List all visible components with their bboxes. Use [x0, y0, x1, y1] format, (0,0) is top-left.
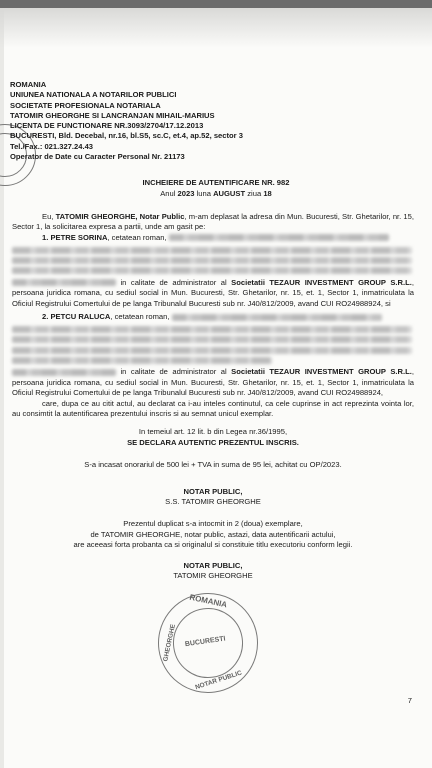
header-license: LICENTA DE FUNCTIONARE NR.3093/2704/17.12.2013: [10, 121, 204, 131]
declared-authentic: SE DECLARA AUTENTIC PREZENTUL INSCRIS.: [127, 437, 299, 447]
party-2: [12, 312, 414, 322]
duplicate-line-3: are aceeasi forta probanta ca si originalul si constituie titlu executoriu conform legii.: [73, 540, 353, 550]
party-2-company: Societatii TEZAUR INVESTMENT GROUP S.R.L.: [231, 367, 412, 377]
notary-seal: [152, 587, 265, 700]
intro-paragraph: [12, 212, 414, 233]
document-title: [0, 178, 432, 199]
redacted-text: [12, 369, 116, 376]
document-page: [0, 8, 432, 768]
redacted-line: [12, 347, 412, 354]
party-1: [12, 233, 414, 243]
seal-left-text: GHEORGHE: [162, 623, 177, 663]
redacted-line: [12, 336, 412, 343]
notary-header: [10, 80, 340, 162]
party-1-role-b: , persoana juridica romana, cu sediul social in Mun. Bucuresti, Str. Ghetarilor, nr. 15, et. 1, Sector 1, inmatriculata la Oficiul Registrului Comertului de pe langa Tribunalul Bucuresti sub nr. J40/812/2009, avand CUI RO24988924, si: [12, 277, 414, 308]
year: 2023: [177, 188, 195, 198]
party-1-role: [12, 278, 414, 309]
redacted-text: [169, 234, 389, 241]
fee-paid: S-a incasat onorariul de 500 lei + TVA in suma de 95 lei, achitat cu OP/2023.: [84, 460, 342, 470]
consent-paragraph: care, dupa ce au citit actul, au declarat ca i-au inteles continutul, ca cele cuprinse in act reprezinta vointa lor, au consimtit la autentificarea prezentului inscris si au semnat unicul exemplar.: [12, 398, 414, 418]
redacted-text: [172, 314, 382, 321]
legal-basis: In temeiul art. 12 lit. b din Legea nr.36/1995,: [138, 427, 288, 437]
signature2-title: NOTAR PUBLIC,: [183, 560, 243, 570]
duplicate-line-1: Prezentul duplicat s-a intocmit in 2 (doua) exemplare,: [123, 519, 303, 529]
redacted-line: [12, 267, 412, 274]
seal-bottom-text: NOTAR PUBLIC: [194, 669, 243, 692]
intro-a: Eu,: [42, 212, 54, 221]
body-paragraphs: [12, 212, 414, 581]
party-2-citizenship: , cetatean roman,: [110, 312, 170, 321]
day-prefix: ziua: [247, 188, 262, 198]
signature-title: NOTAR PUBLIC,: [183, 486, 243, 496]
month: AUGUST: [213, 188, 246, 198]
party-1-name: PETRE SORINA: [50, 232, 108, 242]
seal-top-text: ROMANIA: [188, 592, 228, 610]
intro-b: , m-am deplasat la adresa din Mun. Bucuresti, Str. Ghetarilor, nr. 15, Sector 1, la solicitarea expresa a partii, unde am gasit pe:: [12, 212, 414, 232]
redacted-line: [12, 257, 412, 264]
header-country: ROMANIA: [10, 80, 47, 89]
party-1-role-a: in calitate de administrator al: [120, 277, 227, 287]
notary-name: TATOMIR GHEORGHE, Notar Public: [55, 212, 185, 221]
redacted-line: [12, 247, 412, 254]
binding-edge: [0, 8, 4, 768]
party-2-role-a: in calitate de administrator al: [120, 367, 227, 377]
day: 18: [263, 188, 272, 198]
duplicate-line-2: de TATOMIR GHEORGHE, notar public, astazi, data autentificarii actului,: [90, 529, 336, 539]
year-prefix: Anul: [160, 188, 176, 198]
title-main: INCHEIERE DE AUTENTIFICARE NR. 982: [142, 178, 290, 187]
party-1-citizenship: , cetatean roman,: [107, 232, 167, 242]
redacted-text: [12, 279, 116, 286]
signature-name: S.S. TATOMIR GHEORGHE: [165, 497, 261, 507]
party-2-number: 2.: [42, 312, 49, 321]
page-number: 7: [407, 696, 412, 705]
seal-center-text: BUCURESTI: [184, 635, 226, 649]
title-date: [0, 189, 432, 200]
party-1-company: Societatii TEZAUR INVESTMENT GROUP S.R.L.: [231, 277, 412, 287]
signature2-name: TATOMIR GHEORGHE: [173, 571, 253, 581]
header-union: UNIUNEA NATIONALA A NOTARILOR PUBLICI: [10, 90, 177, 100]
scan-shadow: [0, 8, 432, 48]
header-data-operator: Operator de Date cu Caracter Personal Nr. 21173: [10, 152, 185, 162]
header-address: BUCURESTI, Bld. Decebal, nr.16, bl.S5, sc.C, et.4, ap.52, sector 3: [10, 131, 243, 141]
party-2-role: [12, 367, 414, 398]
party-2-name: PETCU RALUCA: [50, 312, 111, 321]
month-prefix: luna: [196, 188, 211, 198]
party-2-role-b: , persoana juridica romana, cu sediul social in Mun. Bucuresti, Str. Ghetarilor, nr. 15, et. 1, Sector 1, inmatriculata la Oficiul Registrului Comertului de pe langa Tribunalul Bucuresti sub nr. J40/812/2009, avand CUI RO24988924,: [12, 367, 414, 398]
redacted-line: [12, 326, 412, 333]
party-1-number: 1.: [42, 232, 49, 242]
redacted-line: [12, 357, 272, 364]
header-society: SOCIETATE PROFESIONALA NOTARIALA: [10, 100, 161, 110]
header-notaries: TATOMIR GHEORGHE SI LANCRANJAN MIHAIL-MARIUS: [10, 110, 215, 120]
header-phone: Tel./Fax.: 021.327.24.43: [10, 141, 94, 151]
